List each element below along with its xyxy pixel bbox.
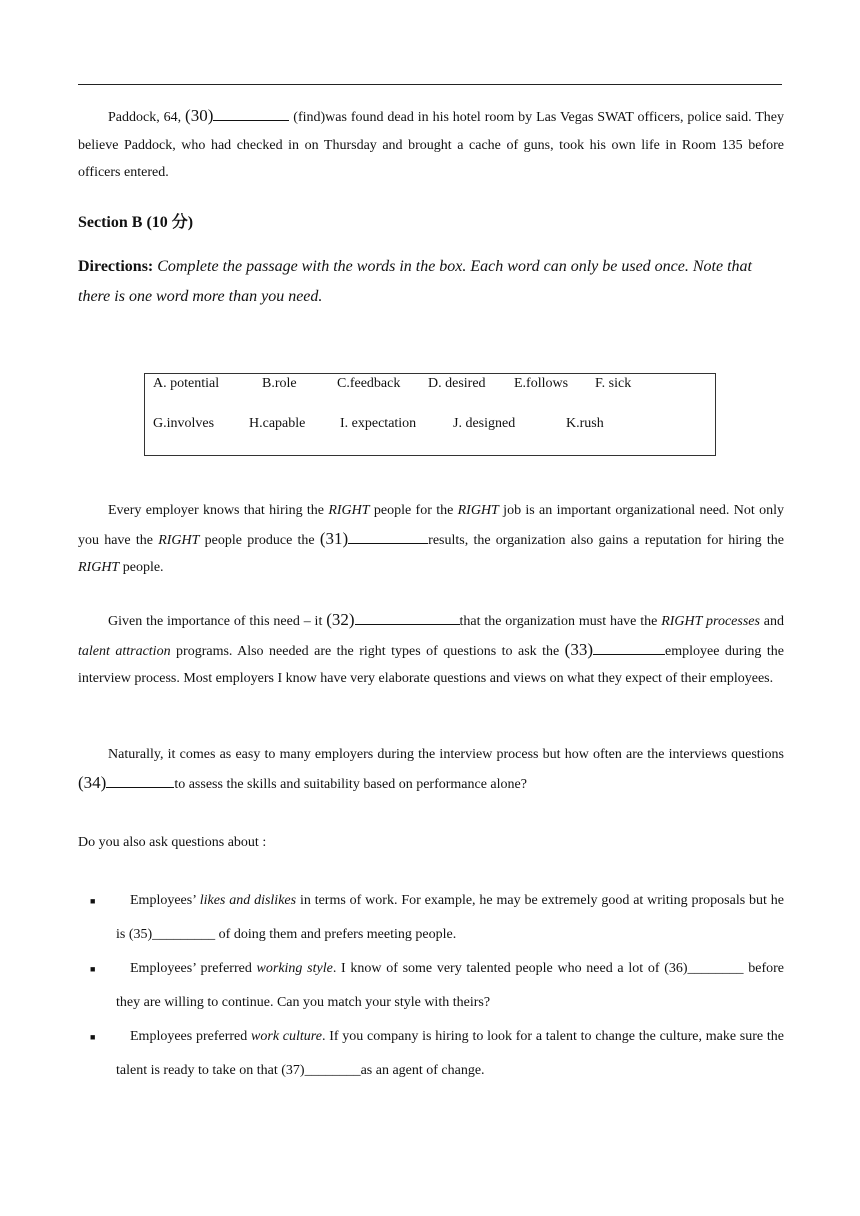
question-number-33: (33) (564, 639, 593, 659)
answer-blank-33[interactable] (593, 640, 665, 655)
text-span: people for the (369, 503, 458, 518)
bullet-text (116, 884, 784, 952)
bullet-text (116, 952, 784, 1020)
text-span: people produce the (199, 532, 320, 548)
text-span: programs. Also needed are the right types of questions to ask the (170, 643, 565, 659)
italic-span: RIGHT (328, 503, 370, 518)
text-span: that the organization must have the (459, 614, 662, 629)
word-option: E.follows (514, 376, 569, 391)
italic-span: talent attraction (78, 643, 171, 659)
question-number-30: (30) (185, 106, 214, 125)
italic-span: RIGHT processes (661, 614, 760, 629)
text-span: Paddock, 64, (108, 110, 186, 125)
text-span: Naturally, it comes as easy to many employers during the interview process but how often are the interviews questions (108, 747, 784, 762)
square-bullet-icon: ■ (90, 896, 96, 906)
text-span: in terms of work. For example, he may be extremely good at writing proposals but he is (35) (116, 893, 784, 942)
word-option: B.role (262, 376, 297, 391)
question-number-34: (34) (78, 772, 107, 792)
text-span: employee during the interview process. Most employers I know have very elaborate questions and views on what they expect of their employees. (78, 643, 784, 686)
directions (78, 252, 788, 312)
text-span: . I know of some very talented people who need a lot of (36) (332, 961, 688, 976)
passage-paragraph-4: Do you also ask questions about : (78, 835, 267, 850)
bullet-text (116, 1020, 784, 1088)
answer-blank-37[interactable]: ________ (304, 1063, 361, 1078)
italic-span: RIGHT (457, 503, 499, 518)
word-option: G.involves (153, 416, 215, 431)
answer-blank-35[interactable]: _________ (152, 927, 216, 942)
word-option: H.capable (249, 416, 306, 431)
italic-span: RIGHT (78, 560, 120, 575)
text-span: Employees preferred (130, 1029, 252, 1044)
text-span: job is an important organizational need. Not only you have the (78, 503, 784, 548)
answer-blank-32[interactable] (355, 610, 460, 625)
bullet-item (78, 1020, 784, 1088)
text-span: results, the organization also gains a reputation for hiring the (428, 532, 784, 548)
directions-text: Complete the passage with the words in the box. Each word can only be used once. Note that there is one word more than you need. (78, 258, 752, 305)
word-option: F. sick (595, 376, 632, 391)
text-span: Given the importance of this need – it (108, 614, 327, 629)
bullet-item (78, 884, 784, 952)
text-span: as an agent of change. (360, 1063, 485, 1078)
text-span: (find)was found dead in his hotel room by Las Vegas SWAT officers, police said. They believe Paddock, who had checked in on Thursday and brought a cache of guns, took his own life in Room 135 before officers entered. (78, 110, 785, 180)
passage-paragraph-3 (78, 741, 784, 798)
word-box (144, 373, 716, 456)
passage-paragraph-2 (78, 606, 784, 693)
text-span: Every employer knows that hiring the (108, 503, 329, 518)
text-span: before they are willing to continue. Can you match your style with theirs? (116, 961, 785, 1010)
bullet-item (78, 952, 784, 1020)
passage-paragraph-1 (78, 497, 784, 582)
word-option: K.rush (566, 416, 604, 431)
question-number-31: (31) (319, 528, 349, 548)
question-bullet-list (78, 884, 784, 1088)
square-bullet-icon: ■ (90, 1032, 96, 1042)
italic-span: RIGHT (158, 532, 200, 548)
answer-blank-34[interactable] (106, 773, 174, 788)
text-span: . If you company is hiring to look for a talent to change the culture, make sure the talent is ready to take on that (37) (116, 1029, 784, 1078)
word-option: C.feedback (337, 376, 401, 391)
word-option: D. desired (428, 376, 486, 391)
text-span: of doing them and prefers meeting people. (215, 927, 457, 942)
text-span: Employees’ (130, 893, 200, 908)
text-span: Employees’ preferred (130, 961, 257, 976)
italic-span: work culture (251, 1029, 322, 1044)
passage-top-paragraph (78, 102, 784, 187)
answer-blank-36[interactable]: ________ (687, 961, 744, 976)
word-option: I. expectation (340, 416, 417, 431)
italic-span: likes and dislikes (199, 893, 297, 908)
word-option: A. potential (153, 376, 220, 391)
answer-blank-30[interactable] (213, 106, 289, 121)
word-option: J. designed (453, 416, 516, 431)
section-heading: Section B (10 分) (78, 214, 194, 231)
text-span: to assess the skills and suitability based on performance alone? (174, 776, 527, 792)
header-rule (78, 84, 782, 85)
text-span: and (759, 614, 785, 629)
square-bullet-icon: ■ (90, 964, 96, 974)
answer-blank-31[interactable] (348, 529, 428, 544)
question-number-32: (32) (326, 610, 355, 629)
italic-span: working style (256, 961, 333, 976)
text-span: people. (119, 560, 164, 575)
directions-label: Directions: (78, 258, 154, 275)
